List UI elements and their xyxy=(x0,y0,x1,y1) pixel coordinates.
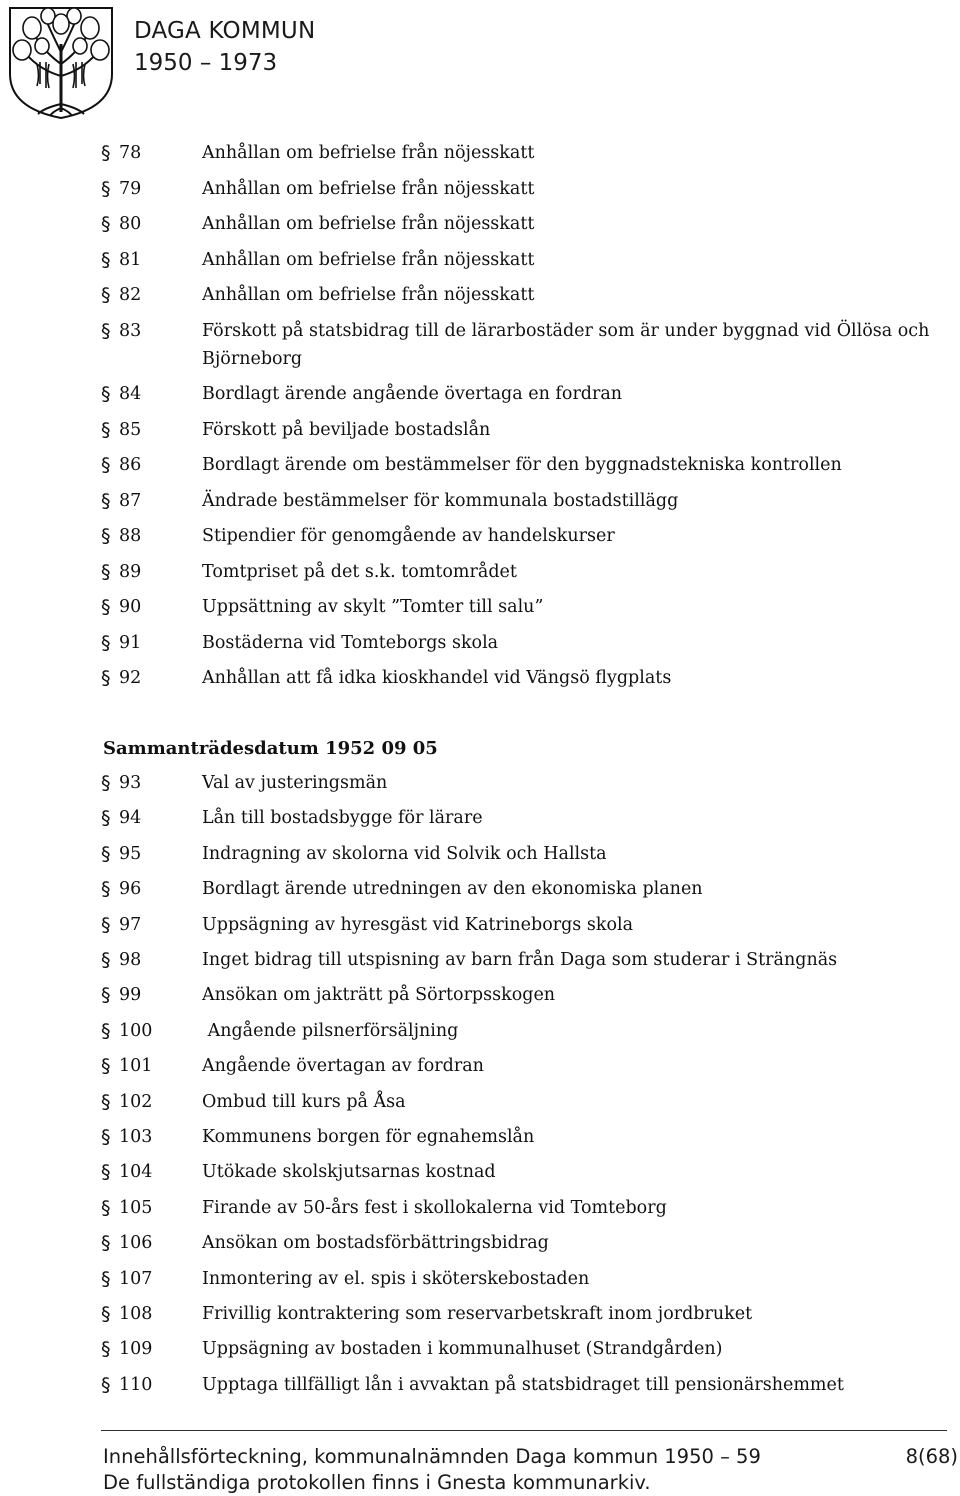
agenda-item xyxy=(0,1157,960,1187)
agenda-item xyxy=(0,174,960,204)
item-title: Stipendier för genomgående av handelskurser xyxy=(202,526,615,546)
agenda-item xyxy=(0,280,960,310)
agenda-item xyxy=(0,1299,960,1329)
item-title: Utökade skolskjutsarnas kostnad xyxy=(202,1162,496,1183)
item-title: Förskott på statsbidrag till de lärarbostäder som är under byggnad vid Öllösa och xyxy=(202,320,930,341)
agenda-item xyxy=(0,1193,960,1223)
item-title: Anhållan om befrielse från nöjesskatt xyxy=(202,214,535,234)
item-title: Upptaga tillfälligt lån i avvaktan på statsbidraget till pensionärshemmet xyxy=(202,1374,844,1395)
section-symbol: § xyxy=(101,284,111,306)
section-symbol: § xyxy=(101,1161,111,1184)
item-title-continuation: Björneborg xyxy=(202,348,303,369)
section-symbol: § xyxy=(101,1232,111,1255)
section-symbol: § xyxy=(101,631,111,654)
agenda-item xyxy=(0,486,960,516)
section-symbol: § xyxy=(101,1090,111,1113)
item-title: Ansökan om bostadsförbättringsbidrag xyxy=(202,1233,549,1254)
item-title: Lån till bostadsbygge för lärare xyxy=(202,808,483,829)
footer-title: Innehållsförteckning, kommunalnämnden Daga kommun 1950 – 59 xyxy=(103,1445,761,1468)
section-symbol: § xyxy=(101,1373,111,1396)
item-title: Firande av 50-års fest i skollokalerna vid Tomteborg xyxy=(202,1197,667,1218)
section-symbol: § xyxy=(101,772,111,794)
section-symbol: § xyxy=(101,949,111,971)
item-title: Indragning av skolorna vid Solvik och Hallsta xyxy=(202,843,607,864)
item-number: 97 xyxy=(119,914,142,935)
section-symbol: § xyxy=(101,1267,111,1290)
item-number: 108 xyxy=(119,1304,153,1324)
section-symbol: § xyxy=(101,489,111,512)
agenda-item xyxy=(0,316,960,346)
item-number: 89 xyxy=(119,561,142,582)
item-title: Angående övertagan av fordran xyxy=(202,1056,484,1077)
coat-of-arms-logo xyxy=(4,4,118,122)
item-title: Inmontering av el. spis i sköterskebostaden xyxy=(202,1268,590,1289)
section-symbol: § xyxy=(101,842,111,865)
item-title: Anhållan om befrielse från nöjesskatt xyxy=(202,285,535,305)
agenda-item xyxy=(0,379,960,409)
page-number: 8(68) xyxy=(905,1445,958,1468)
agenda-item xyxy=(0,557,960,587)
agenda-item xyxy=(0,450,960,480)
agenda-item xyxy=(0,945,960,975)
item-title: Uppsägning av bostaden i kommunalhuset (Strandgården) xyxy=(202,1339,723,1360)
item-number: 107 xyxy=(119,1268,153,1289)
agenda-item xyxy=(0,138,960,168)
agenda-item xyxy=(0,874,960,904)
item-number: 110 xyxy=(119,1374,153,1395)
item-title: Bordlagt ärende om bestämmelser för den byggnadstekniska kontrollen xyxy=(202,455,842,475)
section-symbol: § xyxy=(101,667,111,689)
item-number: 103 xyxy=(119,1127,153,1147)
item-number: 80 xyxy=(119,214,142,234)
item-number: 78 xyxy=(119,143,142,163)
document-title: DAGA KOMMUN xyxy=(134,18,316,44)
item-number: 83 xyxy=(119,320,142,341)
agenda-item xyxy=(0,1087,960,1117)
item-number: 109 xyxy=(119,1339,153,1360)
item-title: Bordlagt ärende angående övertaga en fordran xyxy=(202,384,623,404)
agenda-item xyxy=(0,628,960,658)
item-title: Förskott på beviljade bostadslån xyxy=(202,419,491,440)
agenda-item xyxy=(0,209,960,239)
item-title: Frivillig kontraktering som reservarbetskraft inom jordbruket xyxy=(202,1304,753,1324)
section-symbol: § xyxy=(101,418,111,441)
section-symbol: § xyxy=(101,248,111,271)
section-symbol: § xyxy=(101,319,111,342)
item-title: Angående pilsnerförsäljning xyxy=(202,1020,459,1041)
item-number: 84 xyxy=(119,384,142,404)
item-title: Ändrade bestämmelser för kommunala bostadstillägg xyxy=(202,490,679,511)
agenda-item xyxy=(0,768,960,798)
agenda-item xyxy=(0,839,960,869)
item-number: 101 xyxy=(119,1056,153,1077)
item-title: Tomtpriset på det s.k. tomtområdet xyxy=(202,561,517,582)
item-number: 102 xyxy=(119,1091,153,1112)
item-title: Anhållan om befrielse från nöjesskatt xyxy=(202,249,535,270)
section-symbol: § xyxy=(101,878,111,901)
section-symbol: § xyxy=(101,525,111,547)
item-title: Ansökan om jakträtt på Sörtorpsskogen xyxy=(202,985,556,1006)
section-symbol: § xyxy=(101,1338,111,1361)
section-symbol: § xyxy=(101,984,111,1007)
agenda-item xyxy=(0,245,960,275)
agenda-item xyxy=(0,1016,960,1046)
item-title: Bordlagt ärende utredningen av den ekonomiska planen xyxy=(202,879,703,900)
agenda-item xyxy=(0,592,960,622)
item-number: 90 xyxy=(119,597,142,617)
section-symbol: § xyxy=(101,913,111,936)
item-number: 92 xyxy=(119,668,142,688)
section-symbol: § xyxy=(101,1303,111,1325)
item-title: Uppsättning av skylt ”Tomter till salu” xyxy=(202,597,544,617)
item-number: 91 xyxy=(119,632,142,653)
item-title: Uppsägning av hyresgäst vid Katrineborgs skola xyxy=(202,914,634,935)
agenda-item xyxy=(0,1122,960,1152)
item-title: Ombud till kurs på Åsa xyxy=(202,1091,406,1112)
item-number: 106 xyxy=(119,1233,153,1254)
section-symbol: § xyxy=(101,560,111,583)
agenda-item xyxy=(0,1370,960,1400)
item-number: 104 xyxy=(119,1162,153,1183)
footer-note: De fullständiga protokollen finns i Gnesta kommunarkiv. xyxy=(103,1471,651,1494)
meeting-date-heading: Sammanträdesdatum 1952 09 05 xyxy=(103,738,438,759)
item-number: 86 xyxy=(119,455,142,475)
section-symbol: § xyxy=(101,454,111,476)
section-symbol: § xyxy=(101,142,111,164)
item-title: Val av justeringsmän xyxy=(202,773,388,793)
agenda-item xyxy=(0,1228,960,1258)
item-number: 105 xyxy=(119,1197,153,1218)
agenda-item xyxy=(0,663,960,693)
item-number: 95 xyxy=(119,843,142,864)
section-symbol: § xyxy=(101,1019,111,1042)
agenda-item xyxy=(0,1264,960,1294)
item-title: Kommunens borgen för egnahemslån xyxy=(202,1127,535,1147)
item-number: 98 xyxy=(119,950,142,970)
agenda-item xyxy=(0,415,960,445)
section-symbol: § xyxy=(101,1196,111,1219)
item-number: 79 xyxy=(119,178,142,199)
item-title: Bostäderna vid Tomteborgs skola xyxy=(202,632,499,653)
item-title: Anhållan om befrielse från nöjesskatt xyxy=(202,178,535,199)
item-title: Anhållan om befrielse från nöjesskatt xyxy=(202,143,535,163)
item-number: 85 xyxy=(119,419,142,440)
agenda-item xyxy=(0,980,960,1010)
footer-divider xyxy=(101,1430,947,1431)
item-number: 96 xyxy=(119,879,142,900)
agenda-item xyxy=(0,910,960,940)
item-number: 88 xyxy=(119,526,142,546)
item-number: 94 xyxy=(119,808,142,829)
item-number: 87 xyxy=(119,490,142,511)
item-title: Anhållan att få idka kioskhandel vid Vängsö flygplats xyxy=(202,668,672,688)
agenda-item xyxy=(0,803,960,833)
section-symbol: § xyxy=(101,177,111,200)
agenda-item xyxy=(0,521,960,551)
section-symbol: § xyxy=(101,383,111,405)
item-number: 81 xyxy=(119,249,142,270)
item-title: Inget bidrag till utspisning av barn från Daga som studerar i Strängnäs xyxy=(202,950,838,970)
agenda-item xyxy=(0,1051,960,1081)
item-number: 82 xyxy=(119,285,142,305)
section-symbol: § xyxy=(101,596,111,618)
section-symbol: § xyxy=(101,213,111,235)
section-symbol: § xyxy=(101,807,111,830)
agenda-item xyxy=(0,1334,960,1364)
item-number: 93 xyxy=(119,773,142,793)
section-symbol: § xyxy=(101,1055,111,1078)
item-number: 99 xyxy=(119,985,142,1006)
document-period: 1950 – 1973 xyxy=(134,50,278,76)
item-number: 100 xyxy=(119,1020,153,1041)
section-symbol: § xyxy=(101,1126,111,1148)
